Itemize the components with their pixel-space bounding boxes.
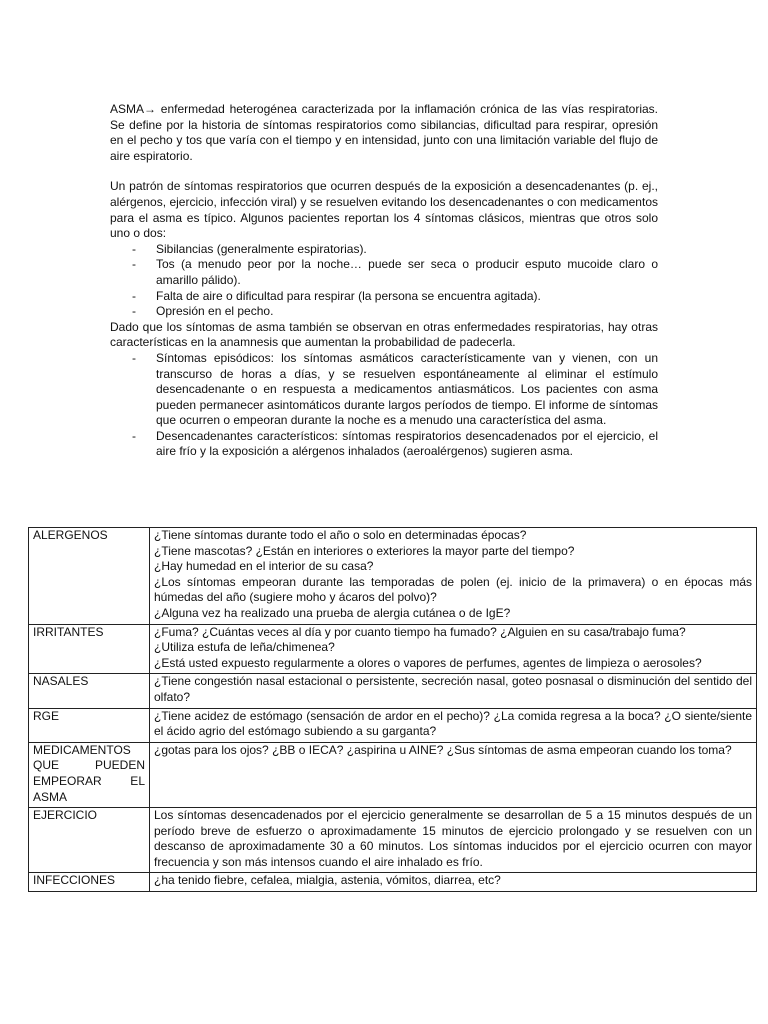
- question-line: ¿Fuma? ¿Cuántas veces al día y por cuanto tiempo ha fumado? ¿Alguien en su casa/trabajo fuma?: [154, 624, 686, 639]
- anamnesis-features-list: [110, 351, 658, 460]
- table-row: [29, 528, 757, 625]
- question-line: ¿ha tenido fiebre, cefalea, mialgia, astenia, vómitos, diarrea, etc?: [154, 873, 501, 888]
- table-row: [29, 708, 757, 742]
- table-row: [29, 873, 757, 892]
- list-item: - Opresión en el pecho.: [110, 304, 658, 320]
- question-line: ¿Tiene acidez de estómago (sensación de ardor en el pecho)? ¿La comida regresa a la boca? ¿O siente/siente el ácido agrio del estómago subiendo a su garganta?: [154, 708, 752, 739]
- list-item: - Falta de aire o dificultad para respirar (la persona se encuentra agitada).: [110, 289, 658, 305]
- table-row: [29, 808, 757, 873]
- anamnesis-paragraph: Dado que los síntomas de asma también se observan en otras enfermedades respiratorias, hay otras características en la anamnesis que aumentan la probabilidad de padecerla.: [110, 319, 658, 350]
- list-item: - Síntomas episódicos: los síntomas asmáticos característicamente van y vienen, con un transcurso de horas a días, y se resuelven espontáneamente al eliminar el estímulo desencadenante o en respuesta a medicamentos antiasmáticos. Los pacientes con asma pueden permanecer asintomáticos durante largos períodos de tiempo. El informe de síntomas que ocurren o empeoran durante la noche es a menudo una característica del asma.: [110, 351, 658, 429]
- classic-symptoms-list: [110, 242, 658, 320]
- category-cell: IRRITANTES: [29, 624, 150, 674]
- question-line: ¿Tiene congestión nasal estacional o persistente, secreción nasal, goteo posnasal o disminución del sentido del olfato?: [154, 674, 752, 704]
- question-line: Los síntomas desencadenados por el ejercicio generalmente se desarrollan de 5 a 15 minutos después de un período breve de esfuerzo o aproximadamente 15 minutos de ejercicio prolongado y se resuelven con un descanso de aproximadamente 30 a 60 minutos. Los síntomas inducidos por el ejercicio ocurren con mayor frecuencia y son más intensos cuando el aire inhalado es frío.: [154, 808, 752, 869]
- category-cell: ALERGENOS: [29, 528, 150, 625]
- category-cell: MEDICAMENTOS QUE PUEDEN EMPEORAR EL ASMA: [29, 742, 150, 807]
- question-line: ¿gotas para los ojos? ¿BB o IECA? ¿aspirina u AINE? ¿Sus síntomas de asma empeoran cuando los toma?: [154, 742, 732, 757]
- questions-cell: [150, 624, 757, 674]
- question-line: ¿Utiliza estufa de leña/chimenea?: [154, 640, 335, 655]
- category-cell: INFECCIONES: [29, 873, 150, 892]
- category-cell: RGE: [29, 708, 150, 742]
- list-item: - Desencadenantes característicos: síntomas respiratorios desencadenados por el ejercicio, el aire frío y la exposición a alérgenos inhalados (aeroalérgenos) sugieren asma.: [110, 429, 658, 460]
- questions-cell: [150, 674, 757, 708]
- questions-cell: [150, 528, 757, 625]
- symptom-pattern-paragraph: Un patrón de síntomas respiratorios que ocurren después de la exposición a desencadenantes (p. ej., alérgenos, ejercicio, infección viral) y se resuelven evitando los desencadenantes o con medicamentos para el asma es típico. Algunos pacientes reportan los 4 síntomas clásicos, mientras que otros solo uno o dos:: [110, 179, 658, 241]
- question-line: ¿Hay humedad en el interior de su casa?: [154, 559, 374, 574]
- questions-cell: [150, 808, 757, 873]
- question-line: ¿Los síntomas empeoran durante las temporadas de polen (ej. inicio de la primavera) o en épocas más húmedas del año (sugiere moho y ácaros del polvo)?: [154, 574, 752, 605]
- list-item: - Sibilancias (generalmente espiratorias).: [110, 242, 658, 258]
- questions-cell: [150, 708, 757, 742]
- table-row: [29, 624, 757, 674]
- table-row: [29, 742, 757, 807]
- questions-cell: [150, 742, 757, 807]
- list-item: - Tos (a menudo peor por la noche… puede ser seca o producir esputo mucoide claro o amarillo pálido).: [110, 257, 658, 288]
- definition-term: ASMA: [110, 102, 145, 116]
- question-line: ¿Tiene mascotas? ¿Están en interiores o exteriores la mayor parte del tiempo?: [154, 543, 575, 558]
- category-cell: NASALES: [29, 674, 150, 708]
- category-cell: EJERCICIO: [29, 808, 150, 873]
- questions-cell: [150, 873, 757, 892]
- definition-text: enfermedad heterogénea caracterizada por la inflamación crónica de las vías respiratorias. Se define por la historia de síntomas respiratorios como sibilancias, dificultad para respirar, opresión en el pecho y tos que varía con el tiempo y en intensidad, junto con una limitación variable del flujo de aire espiratorio.: [110, 102, 658, 163]
- definition-arrow: →: [144, 102, 157, 116]
- question-line: ¿Alguna vez ha realizado una prueba de alergia cutánea o de IgE?: [154, 605, 511, 620]
- asthma-definition: [110, 102, 658, 164]
- question-line: ¿Está usted expuesto regularmente a olores o vapores de perfumes, agentes de limpieza o aerosoles?: [154, 655, 702, 670]
- anamnesis-questions-table: [28, 527, 757, 892]
- table-row: [29, 674, 757, 708]
- table-body: [29, 528, 757, 892]
- question-line: ¿Tiene síntomas durante todo el año o solo en determinadas épocas?: [154, 528, 527, 542]
- intro-section: [110, 102, 658, 460]
